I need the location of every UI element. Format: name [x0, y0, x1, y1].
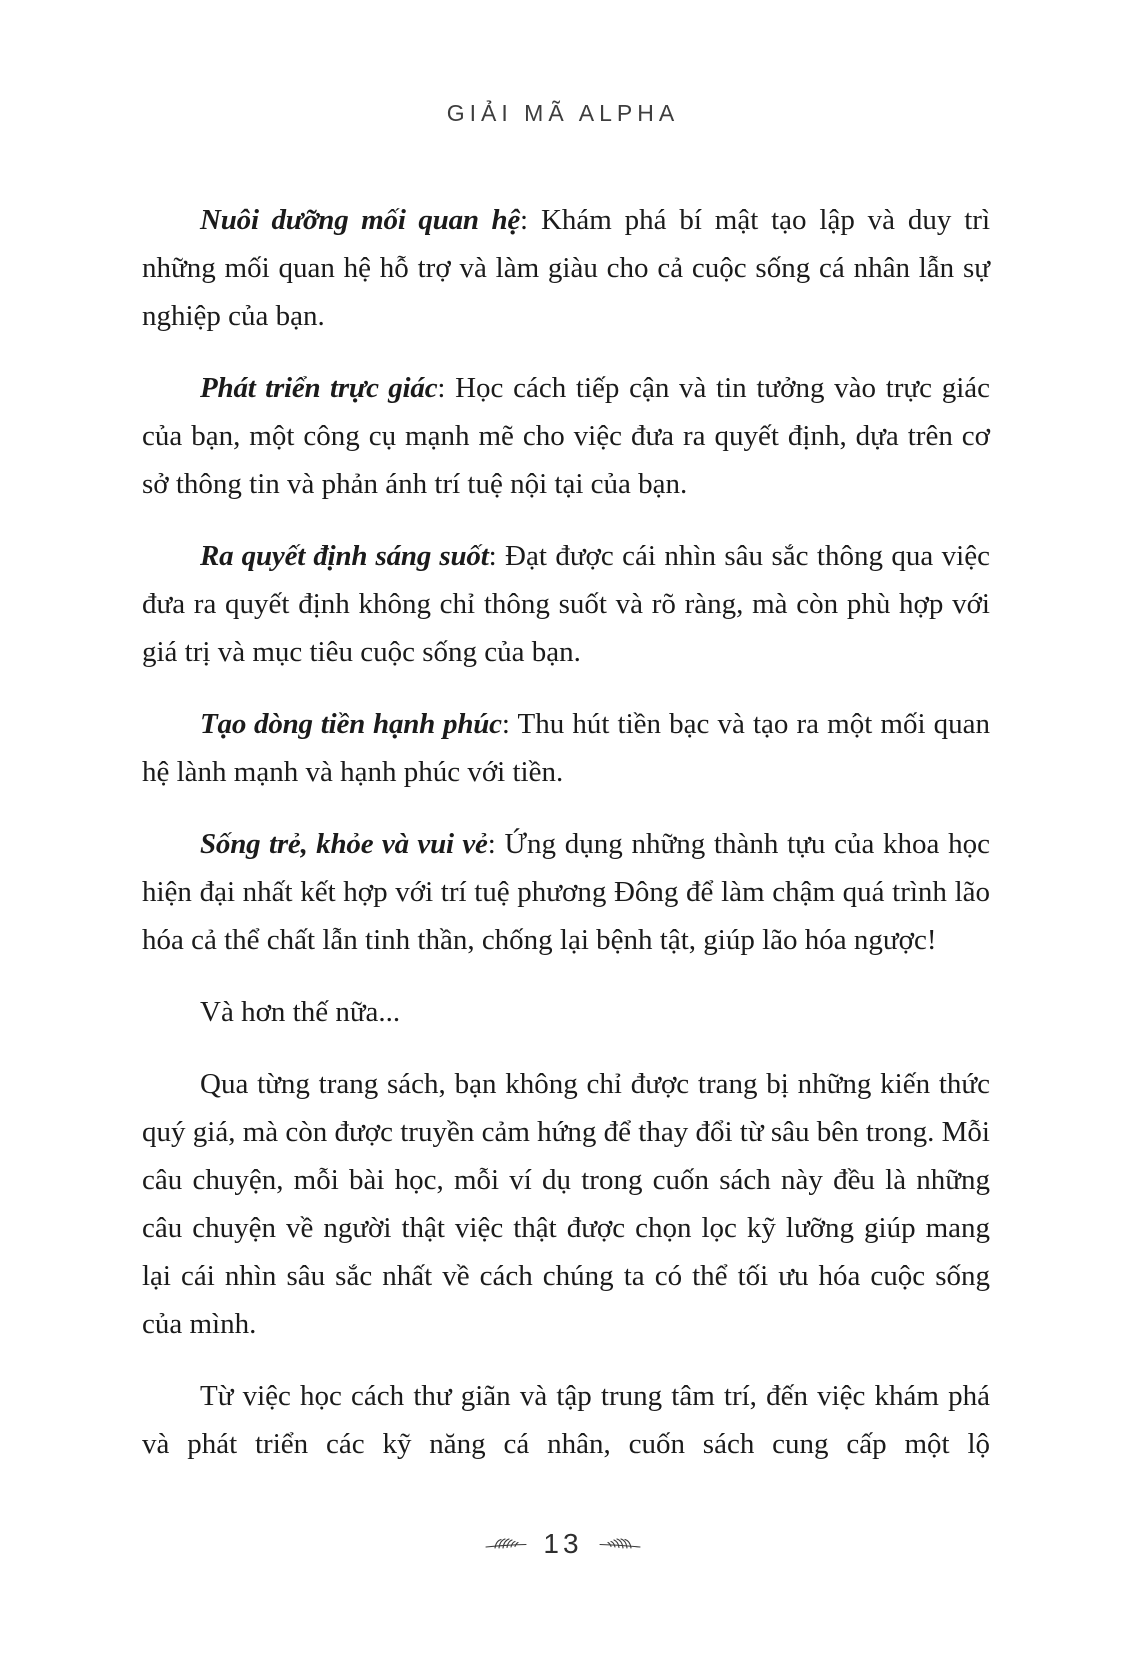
- paragraph-text: : Học cách tiếp cận và tin tưởng vào trực giác của bạn, một công cụ mạnh mẽ cho việc đưa ra quyết định, dựa trên cơ sở thông tin và phản ánh trí tuệ nội tại của bạn.: [142, 372, 990, 500]
- body-text: [142, 196, 990, 1492]
- paragraph: [142, 700, 990, 796]
- laurel-sprig-right-icon: [599, 1536, 641, 1552]
- paragraph-text: Và hơn thế nữa...: [200, 996, 401, 1028]
- paragraph-text: : Ứng dụng những thành tựu của khoa học hiện đại nhất kết hợp với trí tuệ phương Đông để làm chậm quá trình lão hóa cả thể chất lẫn tinh thần, chống lại bệnh tật, giúp lão hóa ngược!: [142, 828, 991, 956]
- paragraph: [142, 196, 990, 340]
- paragraph: [142, 820, 990, 964]
- paragraph-text: Từ việc học cách thư giãn và tập trung tâm trí, đến việc khám phá và phát triển các kỹ năng cá nhân, cuốn sách cung cấp một lộ: [142, 1380, 990, 1460]
- paragraph-lead: Ra quyết định sáng suốt: [200, 540, 489, 572]
- paragraph: [142, 364, 990, 508]
- paragraph-text: : Khám phá bí mật tạo lập và duy trì những mối quan hệ hỗ trợ và làm giàu cho cả cuộc sống cá nhân lẫn sự nghiệp của bạn.: [142, 204, 990, 332]
- running-head: GIẢI MÃ ALPHA: [446, 100, 680, 126]
- laurel-sprig-left-icon: [485, 1536, 527, 1552]
- paragraph-lead: Tạo dòng tiền hạnh phúc: [200, 708, 502, 740]
- paragraph: [142, 1060, 990, 1348]
- paragraph: [142, 988, 990, 1036]
- paragraph-lead: Sống trẻ, khỏe và vui vẻ: [200, 828, 488, 860]
- paragraph-text: : Đạt được cái nhìn sâu sắc thông qua việc đưa ra quyết định không chỉ thông suốt và rõ ràng, mà còn phù hợp với giá trị và mục tiêu cuộc sống của bạn.: [142, 540, 990, 668]
- paragraph: [142, 532, 990, 676]
- paragraph-text: Qua từng trang sách, bạn không chỉ được trang bị những kiến thức quý giá, mà còn được truyền cảm hứng để thay đổi từ sâu bên trong. Mỗi câu chuyện, mỗi bài học, mỗi ví dụ trong cuốn sách này đều là những câu chuyện về người thật việc thật được chọn lọc kỹ lưỡng giúp mang lại cái nhìn sâu sắc nhất về cách chúng ta có thể tối ưu hóa cuộc sống của mình.: [142, 1068, 990, 1340]
- page-number: 13: [543, 1528, 583, 1559]
- paragraph: [142, 1372, 990, 1468]
- paragraph-text: : Thu hút tiền bạc và tạo ra một mối quan hệ lành mạnh và hạnh phúc với tiền.: [142, 708, 991, 788]
- paragraph-lead: Nuôi dưỡng mối quan hệ: [200, 204, 521, 236]
- paragraph-lead: Phát triển trực giác: [200, 372, 438, 404]
- page-footer: [0, 1528, 1126, 1560]
